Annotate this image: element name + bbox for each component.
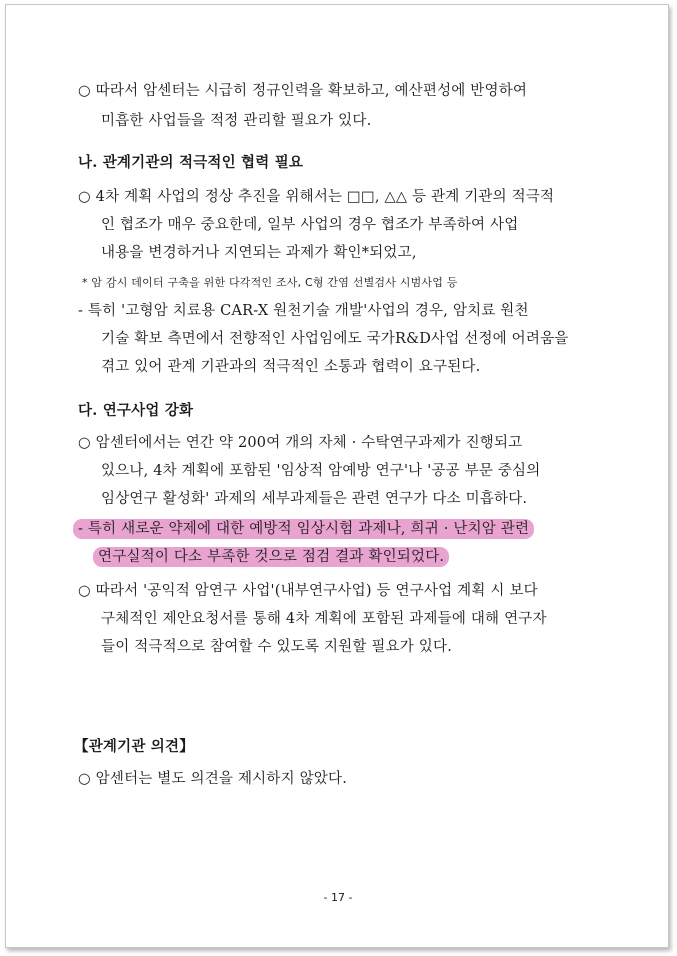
paragraph-line: 겪고 있어 관계 기관과의 적극적인 소통과 협력이 요구된다. xyxy=(101,359,481,375)
paragraph-line: 구체적인 제안요청서를 통해 4차 계획에 포함된 과제들에 대해 연구자 xyxy=(101,611,547,627)
footnote: * 암 감시 데이터 구축을 위한 다각적인 조사, C형 간염 선별검사 시범사업 등 xyxy=(82,276,458,289)
document-page xyxy=(5,4,669,948)
paragraph-line: 미흡한 사업들을 적정 관리할 필요가 있다. xyxy=(101,113,372,129)
highlighted-line xyxy=(78,519,534,539)
paragraph-line: 들이 적극적으로 참여할 수 있도록 지원할 필요가 있다. xyxy=(101,639,453,655)
section-heading-research: 다. 연구사업 강화 xyxy=(78,402,194,419)
section-heading-cooperation: 나. 관계기관의 적극적인 협력 필요 xyxy=(78,154,304,171)
paragraph-line: ○ 따라서 '공익적 암연구 사업'(내부연구사업) 등 연구사업 계획 시 보다 xyxy=(78,583,538,599)
paragraph-line: - 특히 '고형암 치료용 CAR-X 원천기술 개발'사업의 경우, 암치료 원천 xyxy=(78,303,529,319)
paragraph-line: ○ 따라서 암센터는 시급히 정규인력을 확보하고, 예산편성에 반영하여 xyxy=(78,83,528,99)
paragraph-line: 인 협조가 매우 중요한데, 일부 사업의 경우 협조가 부족하여 사업 xyxy=(101,217,519,233)
highlight-mark: 연구실적이 다소 부족한 것으로 점검 결과 확인되었다. xyxy=(93,547,449,567)
paragraph-line: ○ 4차 계획 사업의 정상 추진을 위해서는 □□, △△ 등 관계 기관의 적극적 xyxy=(78,189,555,205)
paragraph-line: 내용을 변경하거나 지연되는 과제가 확인*되었고, xyxy=(101,245,417,261)
highlighted-line xyxy=(98,547,449,567)
paragraph-line: ○ 암센터에서는 연간 약 200여 개의 자체 · 수탁연구과제가 진행되고 xyxy=(78,435,523,451)
paragraph-line: 기술 확보 측면에서 전향적인 사업임에도 국가R&D사업 선정에 어려움을 xyxy=(101,331,569,347)
highlight-mark: - 특히 새로운 약제에 대한 예방적 임상시험 과제나, 희귀 · 난치암 관련 xyxy=(73,519,534,539)
page-number: - 17 - xyxy=(323,891,353,904)
paragraph-line: 임상연구 활성화' 과제의 세부과제들은 관련 연구가 다소 미흡하다. xyxy=(101,491,528,507)
agency-opinion-heading: 【관계기관 의견】 xyxy=(74,738,194,755)
paragraph-line: 있으나, 4차 계획에 포함된 '임상적 암예방 연구'나 '공공 부문 중심의 xyxy=(101,463,541,479)
paragraph-line: ○ 암센터는 별도 의견을 제시하지 않았다. xyxy=(78,771,348,787)
